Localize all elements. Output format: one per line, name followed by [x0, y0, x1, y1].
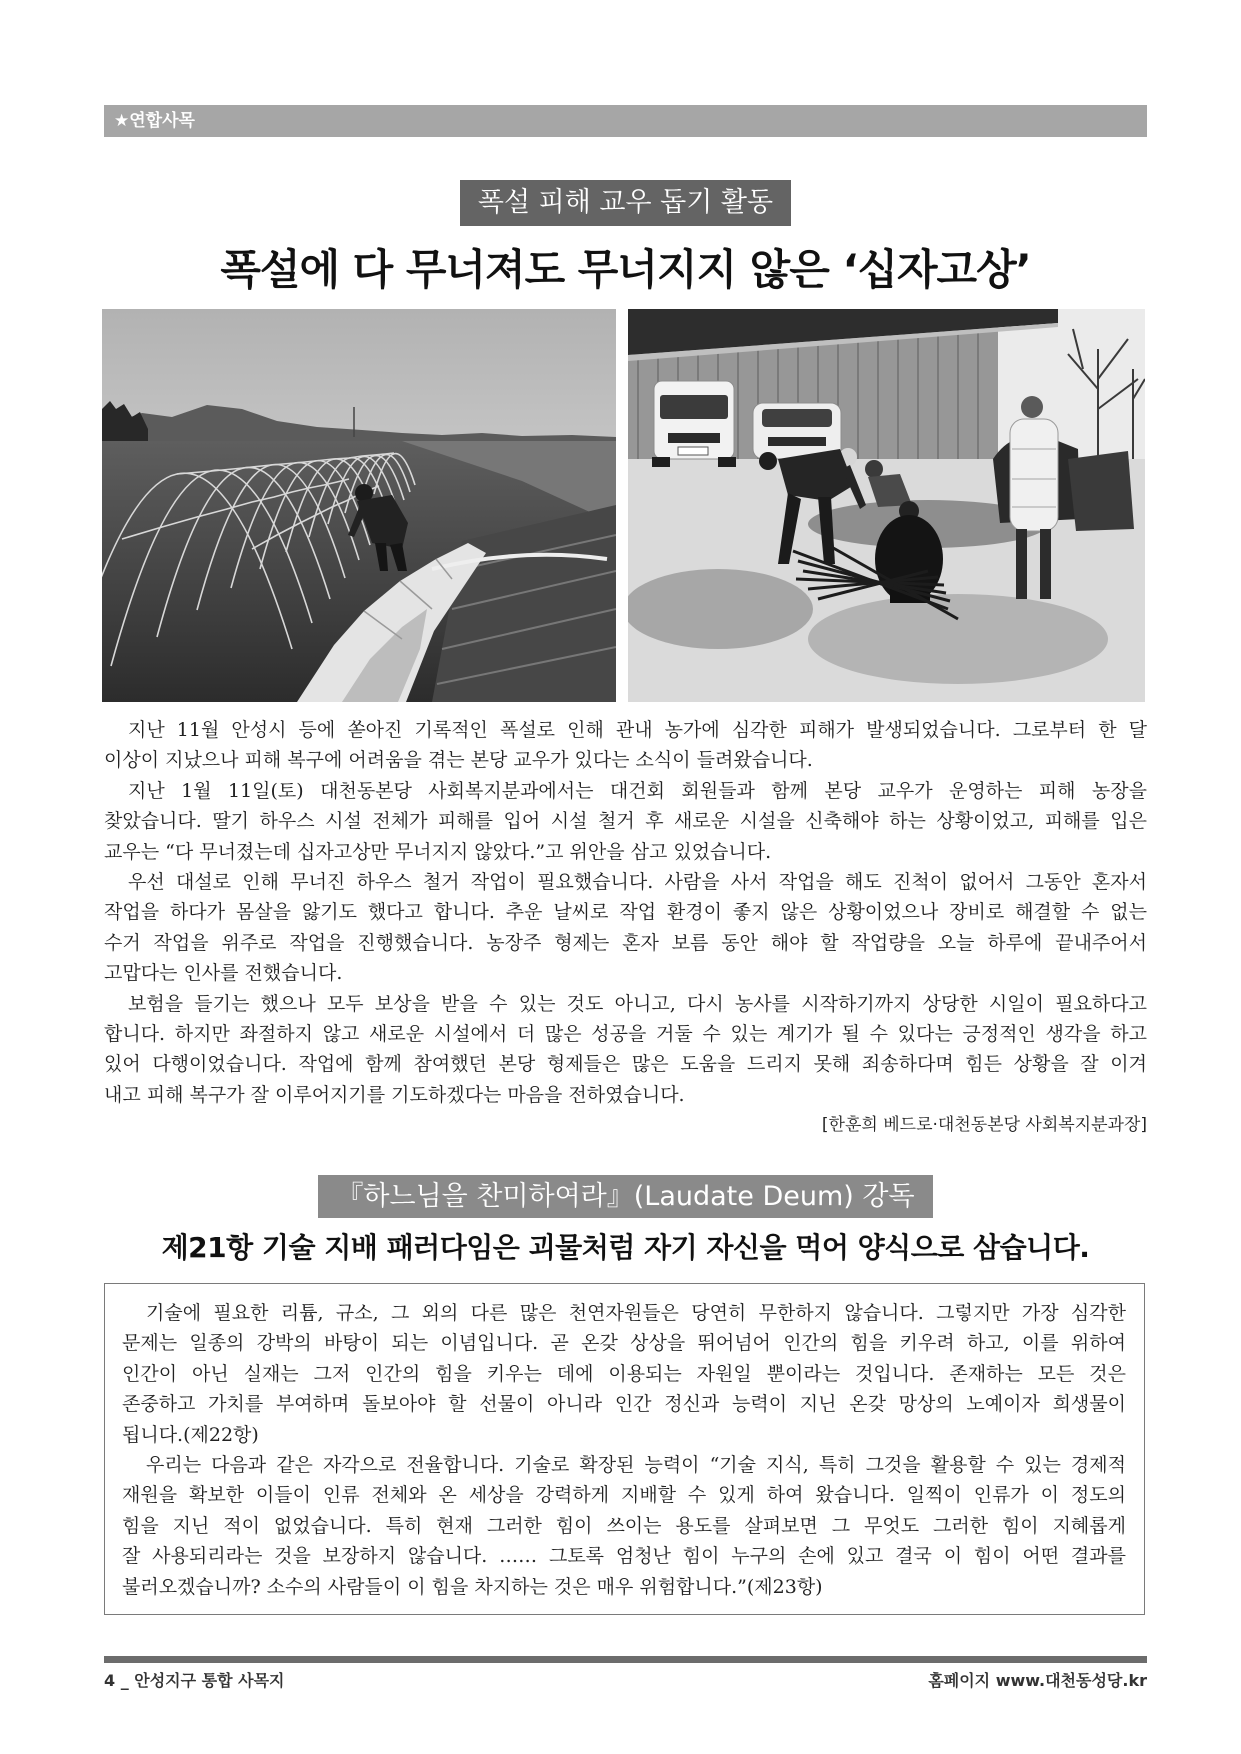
article2-kicker — [104, 1175, 1147, 1218]
paragraph — [104, 867, 1147, 989]
paragraph-line: 있어 다행이었습니다. 작업에 함께 참여했던 본당 형제들은 많은 도움을 드리지 못해 죄송하다며 힘든 상황을 잘 이겨 — [104, 1053, 1147, 1076]
paragraph-line: 지난 1월 11일(토) 대천동본당 사회복지분과에서는 대건회 회원들과 함께 본당 교우가 운영하는 피해 농장을 — [128, 779, 1147, 802]
footer-rule — [104, 1656, 1147, 1663]
article2-kicker-text: 『하느님을 찬미하여라』(Laudate Deum) 강독 — [318, 1175, 932, 1218]
paragraph-line: 됩니다.(제22항) — [122, 1423, 259, 1446]
white-truck — [652, 381, 736, 467]
paragraph-line: 존중하고 가치를 부여하며 돌보아야 할 선물이 아니라 인간 정신과 능력이 지닌 온갖 망상의 노예이자 희생물이 — [122, 1393, 1126, 1416]
paragraph-line: 재원을 확보한 이들이 인류 전체와 온 세상을 강력하게 지배할 수 있게 하여 왔습니다. 일찍이 인류가 이 정도의 — [122, 1484, 1126, 1507]
article1-body — [104, 715, 1147, 1140]
footer-homepage: 홈페이지 www.대천동성당.kr — [928, 1671, 1147, 1690]
article1-kicker — [104, 180, 1147, 226]
greenhouse-photo — [102, 309, 616, 702]
paragraph-line: 잘 사용되리라는 것을 보장하지 않습니다. …… 그토록 엄청난 힘이 누구의 손에 있고 결국 이 힘이 어떤 결과를 — [122, 1545, 1126, 1568]
section-header-bar — [104, 105, 1147, 137]
article1-byline: [한훈희 베드로·대천동본당 사회복지분과장] — [821, 1115, 1147, 1136]
paragraph-line: 우선 대설로 인해 무너진 하우스 철거 작업이 필요했습니다. 사람을 사서 작업을 해도 진척이 없어서 그동안 혼자서 — [128, 870, 1147, 893]
paragraph-line: 우리는 다음과 같은 자각으로 전율합니다. 기술로 확장된 능력이 “기술 지식, 특히 그것을 활용할 수 있는 경제적 — [146, 1453, 1126, 1476]
paragraph-line: 문제는 일종의 강박의 바탕이 되는 이념입니다. 곧 온갖 상상을 뛰어넘어 인간의 힘을 키우려 하고, 이를 위하여 — [122, 1332, 1126, 1355]
article2-headline: 제21항 기술 지배 패러다임은 괴물처럼 자기 자신을 먹어 양식으로 삼습니다. — [161, 1231, 1090, 1264]
article2-quote-box — [104, 1283, 1145, 1615]
paragraph — [122, 1298, 1126, 1450]
paragraph-line: 작업을 하다가 몸살을 앓기도 했다고 합니다. 추운 날씨로 작업 환경이 좋지 않은 상황이었으나 장비로 해결할 수 없는 — [104, 901, 1147, 924]
paragraph — [104, 715, 1147, 776]
paragraph — [104, 776, 1147, 867]
paragraph-line: 힘을 지닌 적이 없었습니다. 특히 현재 그러한 힘이 쓰이는 용도를 살펴보면 그 무엇도 그러한 힘이 지혜롭게 — [122, 1514, 1126, 1537]
article1-headline: 폭설에 다 무너져도 무너지지 않은 ‘십자고상’ — [220, 245, 1031, 294]
paragraph-line: 보험을 들기는 했으나 모두 보상을 받을 수 있는 것도 아니고, 다시 농사를 시작하기까지 상당한 시일이 필요하다고 — [128, 992, 1147, 1015]
volunteers-photo — [628, 309, 1145, 702]
paragraph-line: 불러오겠습니까? 소수의 사람들이 이 힘을 차지하는 것은 매우 위험합니다.”(제23항) — [122, 1575, 823, 1598]
paragraph-line: 인간이 아닌 실재는 그저 인간의 힘을 키우는 데에 이용되는 자원일 뿐이라는 것입니다. 존재하는 모든 것은 — [122, 1362, 1126, 1385]
section-header-label: ★연합사목 — [114, 111, 195, 131]
paragraph-line: 내고 피해 복구가 잘 이루어지기를 기도하겠다는 마음을 전하였습니다. — [104, 1083, 685, 1106]
paragraph-line: 지난 11월 안성시 등에 쏟아진 기록적인 폭설로 인해 관내 농가에 심각한 피해가 발생되었습니다. 그로부터 한 달 — [128, 719, 1147, 741]
paragraph-line: 교우는 “다 무너졌는데 십자고상만 무너지지 않았다.”고 위안을 삼고 있었습니다. — [104, 840, 772, 863]
paragraph-line: 합니다. 하지만 좌절하지 않고 새로운 시설에서 더 많은 성공을 거둘 수 있는 계기가 될 수 있다는 긍정적인 생각을 하고 — [104, 1022, 1147, 1045]
article1-kicker-text: 폭설 피해 교우 돕기 활동 — [460, 180, 791, 226]
paragraph — [104, 989, 1147, 1111]
paragraph-line: 고맙다는 인사를 전했습니다. — [104, 962, 343, 985]
paragraph-line: 기술에 필요한 리튬, 규소, 그 외의 다른 많은 천연자원들은 당연히 무한하지 않습니다. 그렇지만 가장 심각한 — [146, 1302, 1126, 1324]
paragraph-line: 수거 작업을 위주로 작업을 진행했습니다. 농장주 형제는 혼자 보름 동안 해야 할 작업량을 오늘 하루에 끝내주어서 — [104, 931, 1147, 954]
paragraph-line: 이상이 지났으나 피해 복구에 어려움을 겪는 본당 교우가 있다는 소식이 들려왔습니다. — [104, 749, 813, 772]
footer-page-label: 4 _ 안성지구 통합 사목지 — [104, 1671, 285, 1690]
paragraph-line: 찾았습니다. 딸기 하우스 시설 전체가 피해를 입어 시설 철거 후 새로운 시설을 신축해야 하는 상황이었고, 피해를 입은 — [104, 810, 1147, 833]
paragraph — [122, 1450, 1126, 1602]
